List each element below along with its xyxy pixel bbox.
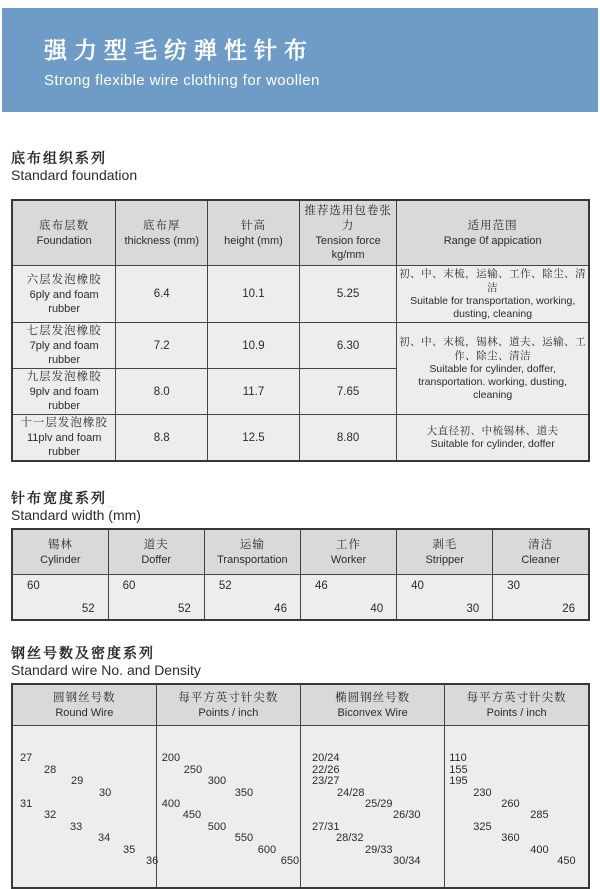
- wire-cell: [301, 726, 445, 889]
- wire-value: 29: [71, 775, 84, 787]
- header-label-zh: 每平方英寸针尖数: [466, 691, 567, 704]
- width-min-value: 26: [562, 603, 575, 615]
- foundation-column-header: [397, 200, 589, 266]
- height-cell: 10.1: [208, 266, 300, 323]
- foundation-label-en: 6ply and foam rubber: [29, 288, 99, 315]
- wire-value: 34: [98, 832, 111, 844]
- application-en: Suitable for cylinder, doffer, transportation. working, dusting, cleaning: [418, 363, 568, 401]
- height-cell: 10.9: [208, 323, 300, 369]
- wire-value: 500: [207, 821, 227, 833]
- wire-header-row: [12, 684, 589, 726]
- wire-value: 23/27: [312, 775, 340, 787]
- section-wire-title-en: Standard wire No. and Density: [11, 662, 201, 678]
- wire-value: 195: [449, 775, 468, 787]
- wire-value: 22/26: [312, 764, 340, 776]
- wire-cell-canvas: [13, 726, 159, 887]
- foundation-row: [12, 415, 589, 462]
- tension-cell: 7.65: [299, 369, 397, 415]
- wire-value: 650: [280, 855, 300, 867]
- header-label-zh: 适用范围: [467, 219, 518, 232]
- foundation-column-header: [208, 200, 300, 266]
- header-label-en: Range 0f appication: [443, 234, 542, 247]
- foundation-label-en: 7ply and foam rubber: [29, 340, 99, 366]
- tension-cell: 8.80: [299, 415, 397, 462]
- wire-value: 33: [70, 821, 83, 833]
- header-label-en: Foundation: [36, 234, 92, 247]
- header-label-zh: 推荐选用包卷张力: [304, 205, 392, 232]
- page-title: 强力型毛纺弹性针布: [44, 36, 314, 63]
- header-label-en: Biconvex Wire: [337, 706, 408, 719]
- wire-value: 35: [123, 844, 136, 856]
- header-label-en: Points / inch: [486, 706, 547, 719]
- header-label-en: Points / inch: [198, 706, 259, 719]
- header-label-zh: 清洁: [528, 538, 554, 551]
- header-label-zh: 底布层数: [39, 219, 90, 232]
- tension-cell: 6.30: [299, 323, 397, 369]
- foundation-column-header: [116, 200, 208, 266]
- section-wire: [11, 645, 590, 889]
- section-width-title-zh: 针布宽度系列: [11, 490, 107, 506]
- application-zh: 大直径初、中梳锡林、道夫: [426, 425, 559, 437]
- height-cell: 12.5: [208, 415, 300, 462]
- wire-value: 20/24: [312, 752, 340, 764]
- wire-value: 155: [449, 764, 468, 776]
- section-wire-title-zh: 钢丝号数及密度系列: [11, 645, 155, 661]
- wire-value: 29/33: [365, 844, 393, 856]
- wire-value: 27: [20, 752, 33, 764]
- catalog-page: [0, 8, 600, 889]
- wire-value: 28/32: [336, 832, 364, 844]
- wire-value: 110: [449, 752, 467, 764]
- thickness-cell: 8.8: [116, 415, 208, 462]
- foundation-label-zh: 十一层发泡橡胶: [20, 417, 108, 429]
- foundation-label-zh: 九层发泡橡胶: [26, 371, 102, 383]
- wire-value: 600: [257, 844, 277, 856]
- wire-cell: [156, 726, 300, 889]
- width-max-value: 30: [507, 580, 521, 592]
- thickness-cell: 6.4: [116, 266, 208, 323]
- wire-value: 30: [99, 787, 112, 799]
- foundation-row: [12, 266, 589, 323]
- header-label-en: Cylinder: [40, 553, 81, 566]
- wire-value: 26/30: [393, 809, 421, 821]
- header-label-en: Worker: [330, 553, 367, 566]
- application-zh: 初、中、末梳，运输、工作、除尘、清洁: [399, 268, 587, 294]
- width-column-header: [493, 529, 589, 575]
- foundation-header-row: [12, 200, 589, 266]
- wire-column-header: [301, 684, 445, 726]
- height-cell: 11.7: [208, 369, 300, 415]
- header-label-en: height (mm): [224, 234, 283, 247]
- width-cell: [397, 575, 493, 621]
- header-label-zh: 每平方英寸针尖数: [178, 691, 279, 704]
- wire-cell: [12, 726, 159, 889]
- application-cell: [397, 415, 589, 462]
- wire-cell: [445, 726, 589, 889]
- foundation-label-en: 9plv and foam rubber: [29, 386, 99, 412]
- section-width-title-en: Standard width (mm): [11, 507, 141, 523]
- width-min-value: 40: [370, 603, 384, 615]
- foundation-cell: [12, 266, 116, 323]
- header-label-zh: 针高: [240, 219, 266, 232]
- application-cell: [397, 266, 589, 323]
- width-table: [11, 528, 590, 621]
- application-en: Suitable for transportation, working, dusting, cleaning: [410, 295, 576, 320]
- header-label-unit: kg/mm: [331, 249, 365, 261]
- width-column-header: [108, 529, 204, 575]
- foundation-column-header: [299, 200, 397, 266]
- width-min-value: 30: [466, 603, 480, 615]
- tension-cell: 5.25: [299, 266, 397, 323]
- width-min-value: 52: [178, 603, 191, 615]
- width-column-header: [204, 529, 300, 575]
- wire-cell-canvas: [157, 726, 300, 887]
- wire-table: [11, 683, 590, 889]
- foundation-table-body: [12, 266, 589, 462]
- wire-column-header: [12, 684, 156, 726]
- wire-table-body: [12, 726, 589, 889]
- width-max-value: 40: [411, 580, 424, 592]
- foundation-label-zh: 六层发泡橡胶: [26, 273, 102, 286]
- wire-data-row: [12, 726, 589, 889]
- wire-value: 28: [44, 764, 57, 776]
- foundation-column-header: [12, 200, 116, 266]
- header-label-en: Cleaner: [521, 553, 560, 566]
- header-label-zh: 底布厚: [142, 219, 181, 232]
- section-foundation-title-en: Standard foundation: [11, 167, 138, 183]
- header-label-en: Tension force: [315, 235, 381, 247]
- width-max-value: 60: [122, 580, 136, 592]
- wire-value: 285: [530, 809, 549, 821]
- header-label-zh: 运输: [239, 538, 265, 551]
- header-label-zh: 工作: [336, 538, 362, 551]
- width-min-value: 52: [81, 603, 95, 615]
- wire-value: 350: [234, 787, 254, 799]
- wire-value: 27/31: [312, 821, 340, 833]
- wire-value: 450: [182, 809, 202, 821]
- section-foundation: [11, 150, 590, 462]
- width-data-row: [12, 575, 589, 621]
- width-max-value: 46: [314, 580, 328, 592]
- thickness-cell: 8.0: [116, 369, 208, 415]
- wire-value: 260: [501, 798, 520, 810]
- width-cell: [12, 575, 108, 621]
- wire-value: 400: [161, 798, 181, 810]
- wire-value: 450: [557, 855, 576, 867]
- width-column-header: [397, 529, 493, 575]
- width-max-value: 52: [218, 580, 232, 592]
- wire-value: 300: [207, 775, 227, 787]
- wire-value: 36: [146, 855, 159, 867]
- foundation-table-head: [12, 200, 589, 266]
- width-header-row: [12, 529, 589, 575]
- width-cell: [108, 575, 204, 621]
- width-table-head: [12, 529, 589, 575]
- foundation-label-zh: 七层发泡橡胶: [26, 325, 102, 337]
- width-min-value: 46: [274, 603, 287, 615]
- foundation-row: [12, 323, 589, 369]
- thickness-cell: 7.2: [116, 323, 208, 369]
- wire-cell-canvas: [301, 726, 444, 887]
- width-column-header: [12, 529, 108, 575]
- wire-value: 30/34: [393, 855, 421, 867]
- header-label-zh: 锡林: [47, 538, 73, 551]
- foundation-table: [11, 199, 590, 462]
- foundation-label-en: 11plv and foam rubber: [26, 432, 102, 458]
- header-label-zh: 道夫: [143, 538, 169, 551]
- section-foundation-title-zh: 底布组织系列: [11, 150, 107, 166]
- wire-value: 24/28: [337, 787, 365, 799]
- header-label-zh: 圆钢丝号数: [53, 691, 116, 704]
- header-label-en: Doffer: [141, 553, 172, 566]
- application-zh: 初、中、末梳，锡林、道夫、运输、工作、除尘、清洁: [399, 336, 587, 362]
- width-column-header: [300, 529, 396, 575]
- foundation-cell: [12, 415, 116, 462]
- width-cell: [204, 575, 300, 621]
- wire-value: 32: [44, 809, 57, 821]
- application-en: Suitable for cylinder, doffer: [430, 438, 555, 450]
- header-banner: [2, 8, 598, 112]
- application-cell: [397, 323, 589, 415]
- wire-value: 250: [183, 764, 203, 776]
- header-label-en: thickness (mm): [124, 234, 199, 247]
- wire-cell-canvas: [445, 726, 588, 887]
- wire-value: 400: [530, 844, 549, 856]
- wire-value: 360: [501, 832, 520, 844]
- header-label-en: Transportation: [217, 553, 288, 566]
- wire-value: 25/29: [365, 798, 393, 810]
- width-table-body: [12, 575, 589, 621]
- wire-value: 31: [20, 798, 33, 810]
- section-width: [11, 490, 590, 621]
- header-label-zh: 椭圆钢丝号数: [335, 691, 411, 704]
- wire-column-header: [156, 684, 300, 726]
- wire-value: 550: [234, 832, 254, 844]
- wire-value: 230: [473, 787, 492, 799]
- width-cell: [493, 575, 589, 621]
- foundation-cell: [12, 323, 116, 369]
- wire-column-header: [445, 684, 589, 726]
- width-max-value: 60: [27, 580, 40, 592]
- wire-value: 325: [473, 821, 492, 833]
- header-label-en: Stripper: [425, 553, 464, 566]
- foundation-cell: [12, 369, 116, 415]
- header-label-zh: 剥毛: [432, 538, 458, 551]
- page-subtitle: Strong flexible wire clothing for woollen: [44, 71, 320, 89]
- wire-table-head: [12, 684, 589, 726]
- header-label-en: Round Wire: [55, 706, 114, 719]
- width-cell: [300, 575, 396, 621]
- wire-value: 200: [161, 752, 181, 764]
